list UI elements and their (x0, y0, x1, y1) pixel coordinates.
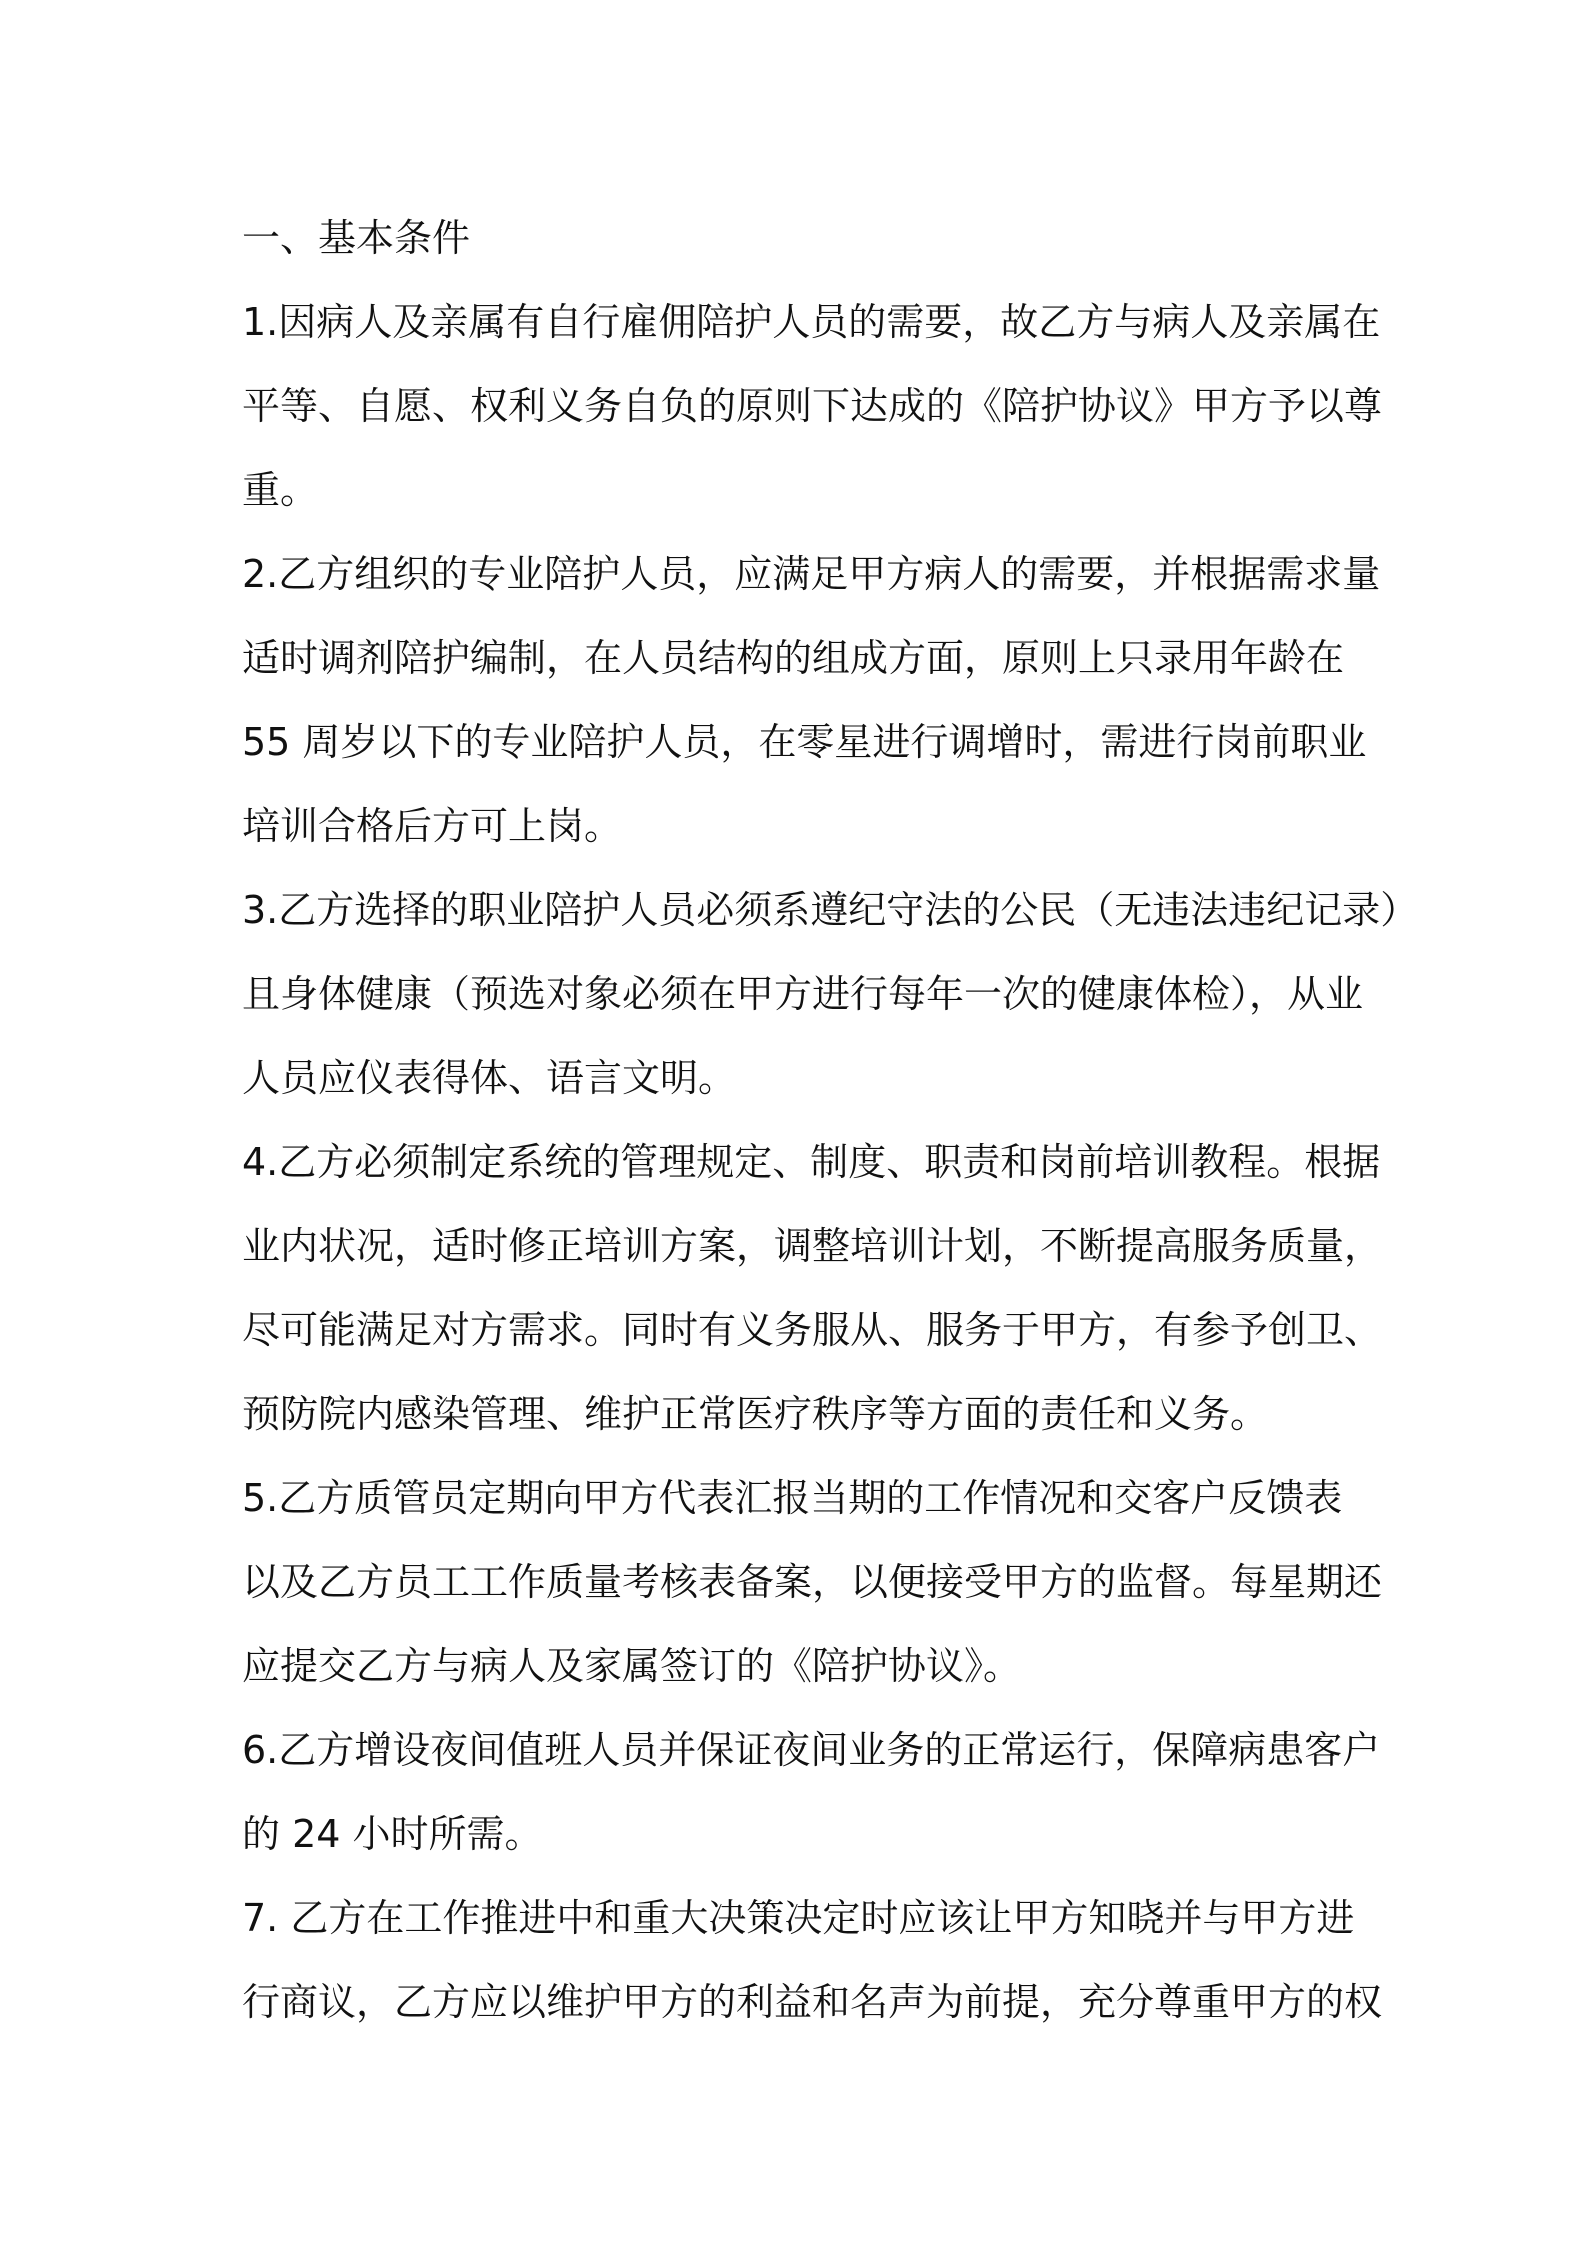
text-line-20: 7. 乙方在工作推进中和重大决策决定时应该让甲方知晓并与甲方进 (242, 1896, 1355, 1940)
section-heading: 一、基本条件 (242, 216, 471, 260)
text-line-16: 以及乙方员工工作质量考核表备案，以便接受甲方的监督。每星期还 (242, 1560, 1383, 1604)
text-line-11: 4.乙方必须制定系统的管理规定、制度、职责和岗前培训教程。根据 (242, 1140, 1381, 1184)
text-line-19: 的 24 小时所需。 (242, 1812, 543, 1856)
text-line-7: 培训合格后方可上岗。 (242, 804, 623, 848)
document-body (242, 196, 1419, 2044)
text-line-8: 3.乙方选择的职业陪护人员必须系遵纪守法的公民（无违法违纪记录） (242, 888, 1419, 932)
text-line-6: 55 周岁以下的专业陪护人员，在零星进行调增时，需进行岗前职业 (242, 720, 1367, 764)
text-line-13: 尽可能满足对方需求。同时有义务服从、服务于甲方，有参予创卫、 (242, 1308, 1383, 1352)
text-line-9: 且身体健康（预选对象必须在甲方进行每年一次的健康体检），从业 (242, 972, 1364, 1016)
text-line-17: 应提交乙方与病人及家属签订的《陪护协议》。 (242, 1644, 1022, 1688)
text-line-10: 人员应仪表得体、语言文明。 (242, 1056, 737, 1100)
text-line-18: 6.乙方增设夜间值班人员并保证夜间业务的正常运行，保障病患客户 (242, 1728, 1381, 1772)
text-line-3: 重。 (242, 468, 319, 512)
text-line-14: 预防院内感染管理、维护正常医疗秩序等方面的责任和义务。 (242, 1392, 1269, 1436)
text-line-2: 平等、自愿、权利义务自负的原则下达成的《陪护协议》甲方予以尊 (242, 384, 1383, 428)
text-line-15: 5.乙方质管员定期向甲方代表汇报当期的工作情况和交客户反馈表 (242, 1476, 1343, 1520)
text-line-4: 2.乙方组织的专业陪护人员，应满足甲方病人的需要，并根据需求量 (242, 552, 1381, 596)
text-line-21: 行商议，乙方应以维护甲方的利益和名声为前提，充分尊重甲方的权 (242, 1980, 1383, 2024)
text-line-5: 适时调剂陪护编制，在人员结构的组成方面，原则上只录用年龄在 (242, 636, 1345, 680)
text-line-12: 业内状况，适时修正培训方案，调整培训计划，不断提高服务质量， (242, 1224, 1383, 1268)
text-line-1: 1.因病人及亲属有自行雇佣陪护人员的需要，故乙方与病人及亲属在 (242, 300, 1381, 344)
